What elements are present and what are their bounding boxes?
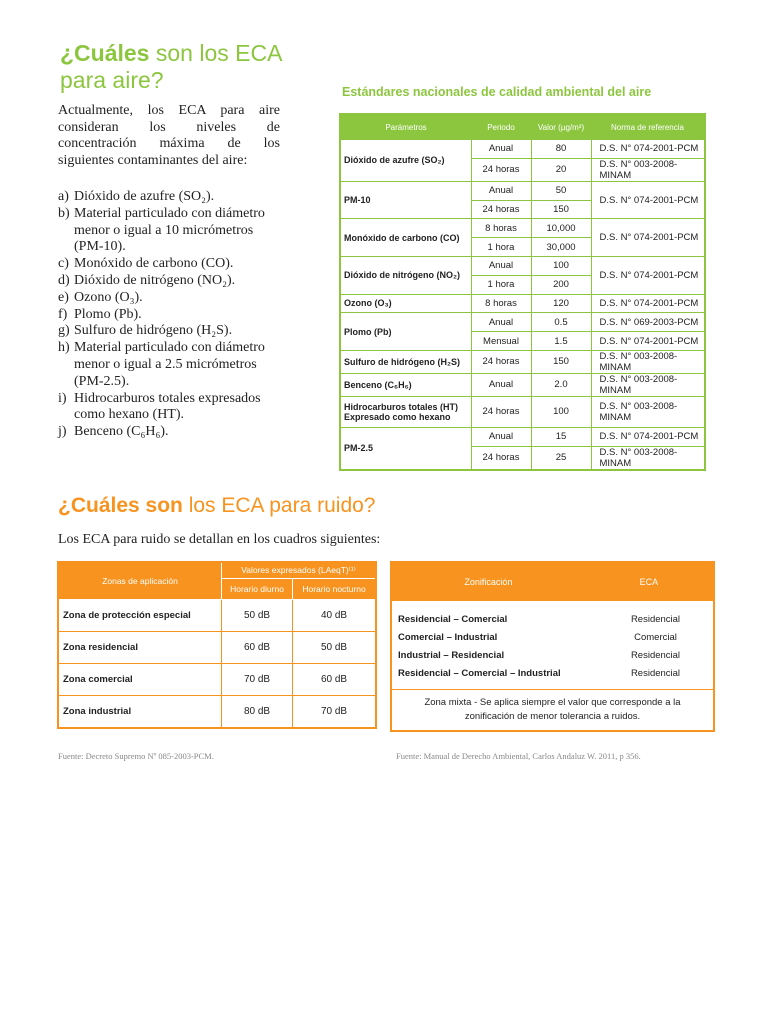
norm-cell: D.S. N° 074-2001-PCM (591, 256, 705, 294)
list-letter: e) (58, 289, 69, 305)
value-cell: 25 (531, 446, 591, 470)
night-value-cell: 50 dB (293, 632, 376, 664)
table-header-row (58, 562, 376, 579)
table-row (58, 696, 376, 729)
norm-cell: D.S. N° 074-2001-PCM (591, 332, 705, 351)
zone-cell: Zona residencial (58, 632, 222, 664)
list-item (58, 424, 283, 441)
zoning-cell: Residencial – Comercial – Industrial (398, 668, 561, 679)
norm-cell: D.S. N° 003-2008-MINAM (591, 373, 705, 396)
zoning-cell: Industrial – Residencial (398, 650, 505, 661)
value-cell: 1.5 (531, 332, 591, 351)
list-item (58, 323, 283, 340)
table-row (340, 256, 705, 275)
night-value-cell: 40 dB (293, 600, 376, 632)
noise-heading (58, 494, 375, 518)
night-value-cell: 60 dB (293, 664, 376, 696)
zone-cell: Zona industrial (58, 696, 222, 729)
param-cell: Plomo (Pb) (340, 313, 471, 351)
value-cell: 100 (531, 256, 591, 275)
header-cell: Valor (µg/m³) (531, 114, 591, 140)
period-cell: 24 horas (471, 446, 531, 470)
list-letter: f) (58, 306, 68, 322)
header-cell: Horario nocturno (293, 579, 376, 600)
period-cell: Anual (471, 140, 531, 159)
value-cell: 50 (531, 181, 591, 200)
list-text: Material particulado con diámetro menor o igual a 10 micrómetros (PM-10). (74, 205, 265, 255)
zoning-cell: Comercial – Industrial (398, 632, 498, 643)
eca-cell: Comercial (634, 632, 677, 643)
table-row (340, 140, 705, 159)
value-cell: 150 (531, 350, 591, 373)
value-cell: 30,000 (531, 238, 591, 257)
value-cell: 100 (531, 396, 591, 427)
day-value-cell: 70 dB (222, 664, 293, 696)
list-item (58, 391, 283, 425)
day-value-cell: 50 dB (222, 600, 293, 632)
noise-source-1: Fuente: Decreto Supremo Nº 085-2003-PCM. (58, 751, 214, 761)
header-cell: Periodo (471, 114, 531, 140)
pollutant-list (58, 189, 283, 441)
zone-cell: Zona comercial (58, 664, 222, 696)
table-row (340, 350, 705, 373)
zoning-list (391, 601, 714, 690)
table-row (340, 373, 705, 396)
period-cell: Mensual (471, 332, 531, 351)
night-value-cell: 70 dB (293, 696, 376, 729)
period-cell: 24 horas (471, 350, 531, 373)
period-cell: 8 horas (471, 294, 531, 313)
period-cell: 1 hora (471, 275, 531, 294)
norm-cell: D.S. N° 074-2001-PCM (591, 140, 705, 159)
header-cell: Parámetros (340, 114, 471, 140)
eca-cell: Residencial (630, 668, 681, 679)
mixed-zone-note: Zona mixta - Se aplica siempre el valor que corresponde a la zonificación de menor tolerancia a ruidos. (391, 690, 714, 732)
header-cell: Norma de referencia (591, 114, 705, 140)
norm-cell: D.S. N° 074-2001-PCM (591, 181, 705, 219)
table-header-row (391, 562, 714, 601)
zone-cell: Zona de protección especial (58, 600, 222, 632)
header-cell: Valores expresados (LAeqT)⁽¹⁾ (222, 562, 377, 579)
list-letter: c) (58, 256, 69, 272)
param-cell: Dióxido de nitrógeno (NO₂) (340, 256, 471, 294)
param-cell: Ozono (O₃) (340, 294, 471, 313)
param-cell: Hidrocarburos totales (HT) Expresado como hexano (340, 396, 471, 427)
list-item (58, 256, 283, 273)
norm-cell: D.S. N° 003-2008-MINAM (591, 446, 705, 470)
norm-cell: D.S. N° 069-2003-PCM (591, 313, 705, 332)
noise-heading-rest: los ECA para ruido? (182, 494, 376, 517)
air-heading-bold: ¿Cuáles (60, 40, 150, 66)
header-cell: Zonificación (391, 562, 585, 601)
list-item (58, 273, 283, 290)
eca-cell: Residencial (630, 614, 681, 625)
header-cell: ECA (585, 562, 714, 601)
norm-cell: D.S. N° 074-2001-PCM (591, 294, 705, 313)
air-table-title: Estándares nacionales de calidad ambiental del aire (342, 85, 652, 99)
table-row (340, 396, 705, 427)
noise-subtitle: Los ECA para ruido se detallan en los cuadros siguientes: (58, 532, 381, 547)
period-cell: 24 horas (471, 158, 531, 181)
zoning-table (390, 561, 715, 732)
param-cell: PM-10 (340, 181, 471, 219)
param-cell: Monóxido de carbono (CO) (340, 219, 471, 257)
list-text: Benceno (C₆H₆). (74, 424, 169, 440)
list-letter: d) (58, 272, 70, 288)
list-item (58, 340, 283, 390)
list-letter: i) (58, 390, 67, 406)
list-text: Ozono (O₃). (74, 289, 143, 305)
air-heading (60, 40, 290, 94)
list-letter: b) (58, 205, 70, 221)
list-text: Hidrocarburos totales expresados como hexano (HT). (74, 390, 261, 423)
period-cell: Anual (471, 373, 531, 396)
param-cell: Sulfuro de hidrógeno (H₂S) (340, 350, 471, 373)
table-row (340, 427, 705, 446)
value-cell: 10,000 (531, 219, 591, 238)
list-item (58, 206, 283, 256)
param-cell: PM-2.5 (340, 427, 471, 469)
list-text: Sulfuro de hidrógeno (H₂S). (74, 323, 233, 339)
norm-cell: D.S. N° 003-2008-MINAM (591, 396, 705, 427)
zoning-cell: Residencial – Comercial (398, 614, 508, 625)
period-cell: Anual (471, 313, 531, 332)
header-cell: Horario diurno (222, 579, 293, 600)
list-item (392, 647, 713, 665)
noise-limits-table (57, 561, 377, 729)
noise-source-2: Fuente: Manual de Derecho Ambiental, Carlos Andaluz W. 2011, p 356. (396, 751, 641, 761)
list-item (58, 189, 283, 206)
table-header-row (340, 114, 705, 140)
norm-cell: D.S. N° 003-2008-MINAM (591, 350, 705, 373)
list-text: Dióxido de nitrógeno (NO₂). (74, 272, 236, 288)
air-standards-table (339, 113, 706, 471)
table-row (340, 294, 705, 313)
noise-heading-bold: ¿Cuáles son (58, 494, 183, 517)
param-cell: Dióxido de azufre (SO₂) (340, 140, 471, 182)
header-cell: Zonas de aplicación (58, 562, 222, 600)
period-cell: Anual (471, 181, 531, 200)
value-cell: 20 (531, 158, 591, 181)
value-cell: 2.0 (531, 373, 591, 396)
list-text: Material particulado con diámetro menor o igual a 2.5 micrómetros (PM-2.5). (74, 340, 265, 389)
list-letter: g) (58, 323, 70, 339)
list-letter: a) (58, 189, 69, 204)
value-cell: 200 (531, 275, 591, 294)
list-item (58, 290, 283, 307)
value-cell: 0.5 (531, 313, 591, 332)
table-row (391, 601, 714, 690)
list-letter: j) (58, 424, 67, 440)
period-cell: Anual (471, 256, 531, 275)
list-text: Monóxido de carbono (CO). (74, 256, 234, 272)
period-cell: 1 hora (471, 238, 531, 257)
norm-cell: D.S. N° 074-2001-PCM (591, 427, 705, 446)
list-item (58, 307, 283, 324)
norm-cell: D.S. N° 074-2001-PCM (591, 219, 705, 257)
list-item (392, 665, 713, 683)
table-row (391, 690, 714, 732)
list-letter: h) (58, 340, 70, 356)
value-cell: 80 (531, 140, 591, 159)
table-row (58, 664, 376, 696)
value-cell: 15 (531, 427, 591, 446)
value-cell: 150 (531, 200, 591, 219)
period-cell: 8 horas (471, 219, 531, 238)
table-row (340, 313, 705, 332)
day-value-cell: 80 dB (222, 696, 293, 729)
list-item (392, 611, 713, 629)
table-row (340, 219, 705, 238)
day-value-cell: 60 dB (222, 632, 293, 664)
norm-cell: D.S. N° 003-2008-MINAM (591, 158, 705, 181)
air-heading-rest: son los ECA para aire? (60, 40, 282, 93)
table-row (58, 632, 376, 664)
period-cell: 24 horas (471, 200, 531, 219)
value-cell: 120 (531, 294, 591, 313)
param-cell: Benceno (C₆H₆) (340, 373, 471, 396)
table-row (58, 600, 376, 632)
eca-cell: Residencial (630, 650, 681, 661)
table-row (340, 181, 705, 200)
period-cell: 24 horas (471, 396, 531, 427)
list-text: Plomo (Pb). (74, 306, 142, 322)
air-intro: Actualmente, los ECA para aire consideran los niveles de concentración máxima de los siguientes contaminantes del aire: (58, 103, 280, 168)
list-item (392, 629, 713, 647)
list-text: Dióxido de azufre (SO₂). (74, 189, 215, 204)
period-cell: Anual (471, 427, 531, 446)
